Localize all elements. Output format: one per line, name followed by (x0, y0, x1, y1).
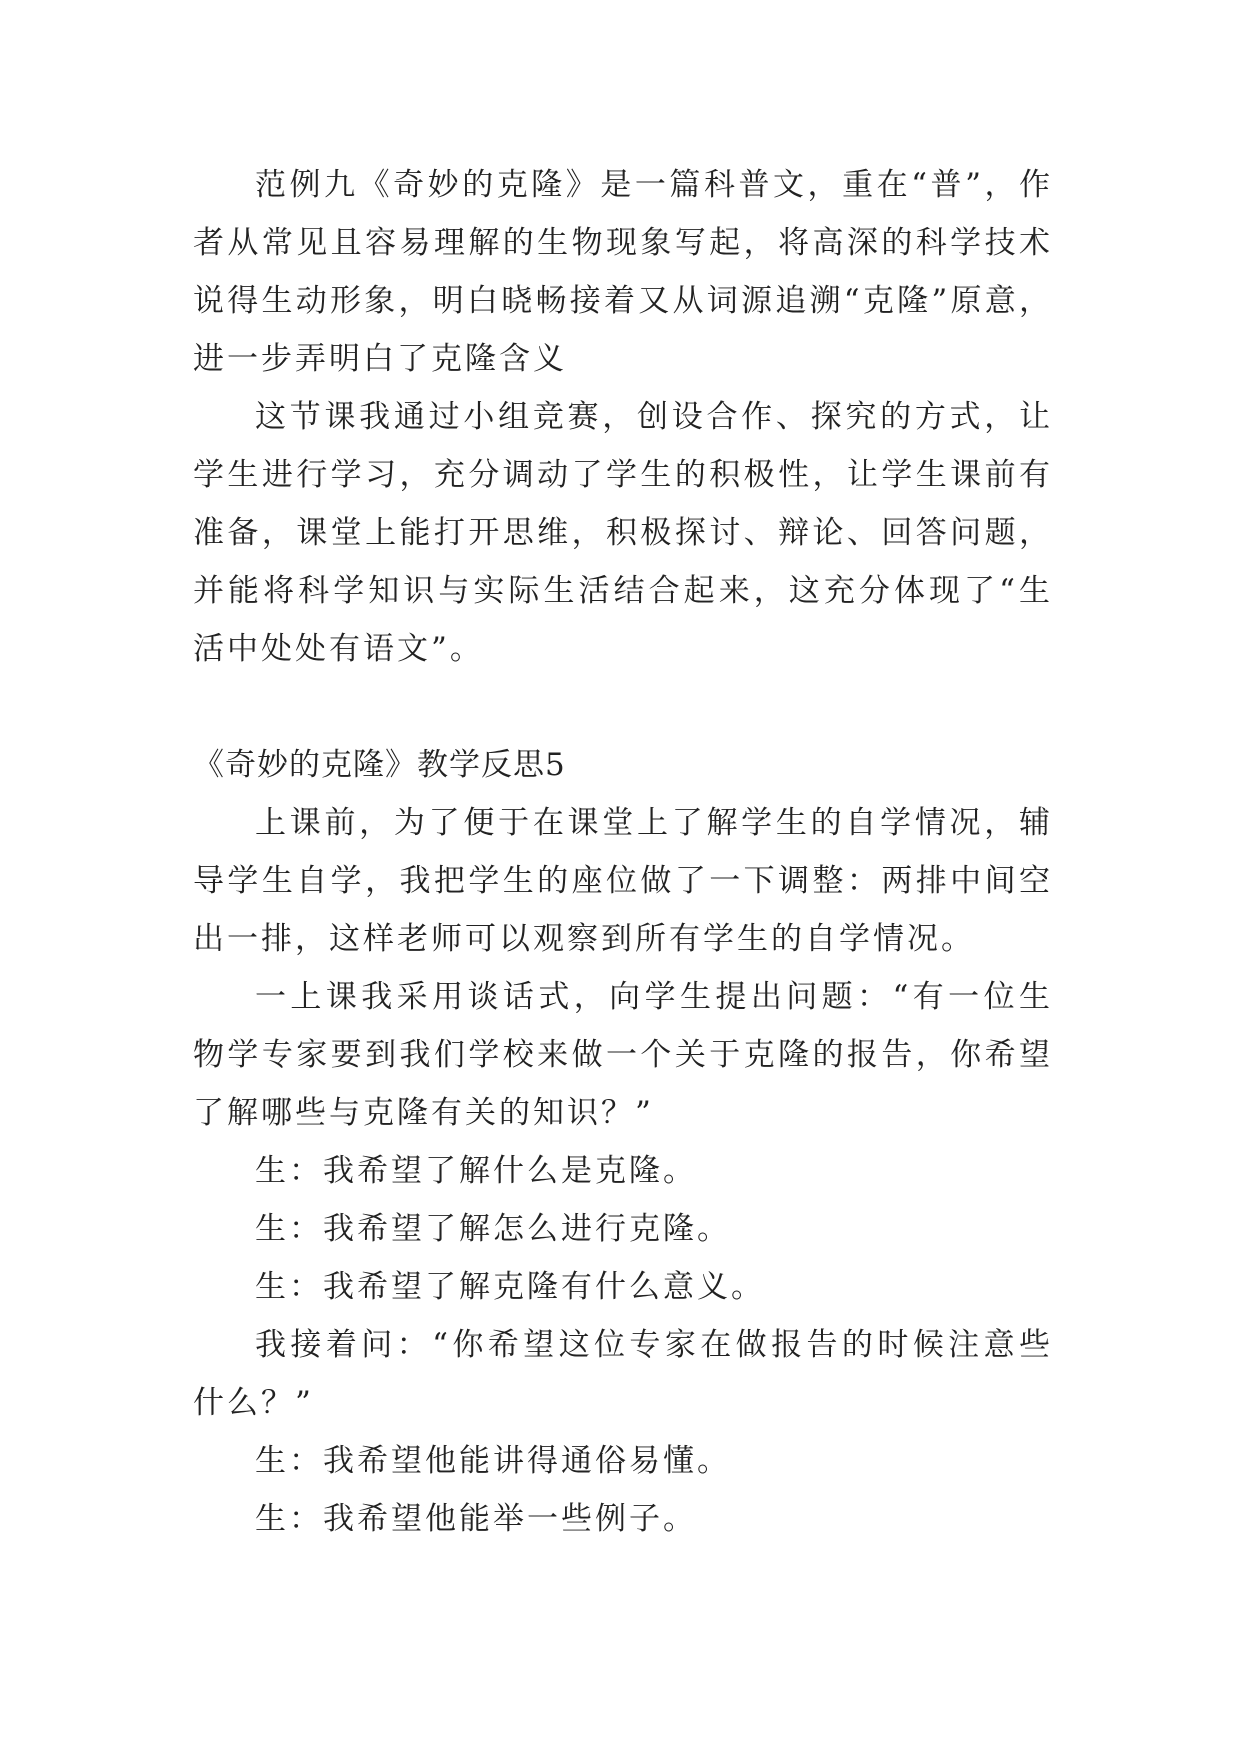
dialogue-line: 生：我希望了解什么是克隆。 (255, 1153, 697, 1189)
dialogue-line: 生：我希望他能讲得通俗易懂。 (255, 1443, 731, 1479)
paragraph: 这节课我通过小组竞赛，创设合作、探究的方式，让学生进行学习，充分调动了学生的积极性，让学生课前有准备，课堂上能打开思维，积极探讨、辩论、回答问题，并能将科学知识与实际生活结合起来，这充分体现了“生活中处处有语文”。 (193, 399, 1053, 667)
dialogue-line: 生：我希望了解克隆有什么意义。 (255, 1269, 765, 1305)
paragraph: 上课前，为了便于在课堂上了解学生的自学情况，辅导学生自学，我把学生的座位做了一下调整：两排中间空出一排，这样老师可以观察到所有学生的自学情况。 (193, 805, 1053, 957)
paragraph: 范例九《奇妙的克隆》是一篇科普文，重在“普”，作者从常见且容易理解的生物现象写起，将高深的科学技术说得生动形象，明白晓畅接着又从词源追溯“克隆”原意，进一步弄明白了克隆含义 (193, 167, 1053, 377)
dialogue-line: 生：我希望他能举一些例子。 (255, 1501, 697, 1537)
section-title: 《奇妙的克隆》教学反思5 (193, 747, 566, 783)
paragraph: 我接着问：“你希望这位专家在做报告的时候注意些什么？” (193, 1327, 1053, 1421)
paragraph: 一上课我采用谈话式，向学生提出问题：“有一位生物学专家要到我们学校来做一个关于克隆的报告，你希望了解哪些与克隆有关的知识？” (193, 979, 1053, 1131)
document-page (193, 156, 1053, 1548)
dialogue-line: 生：我希望了解怎么进行克隆。 (255, 1211, 731, 1247)
